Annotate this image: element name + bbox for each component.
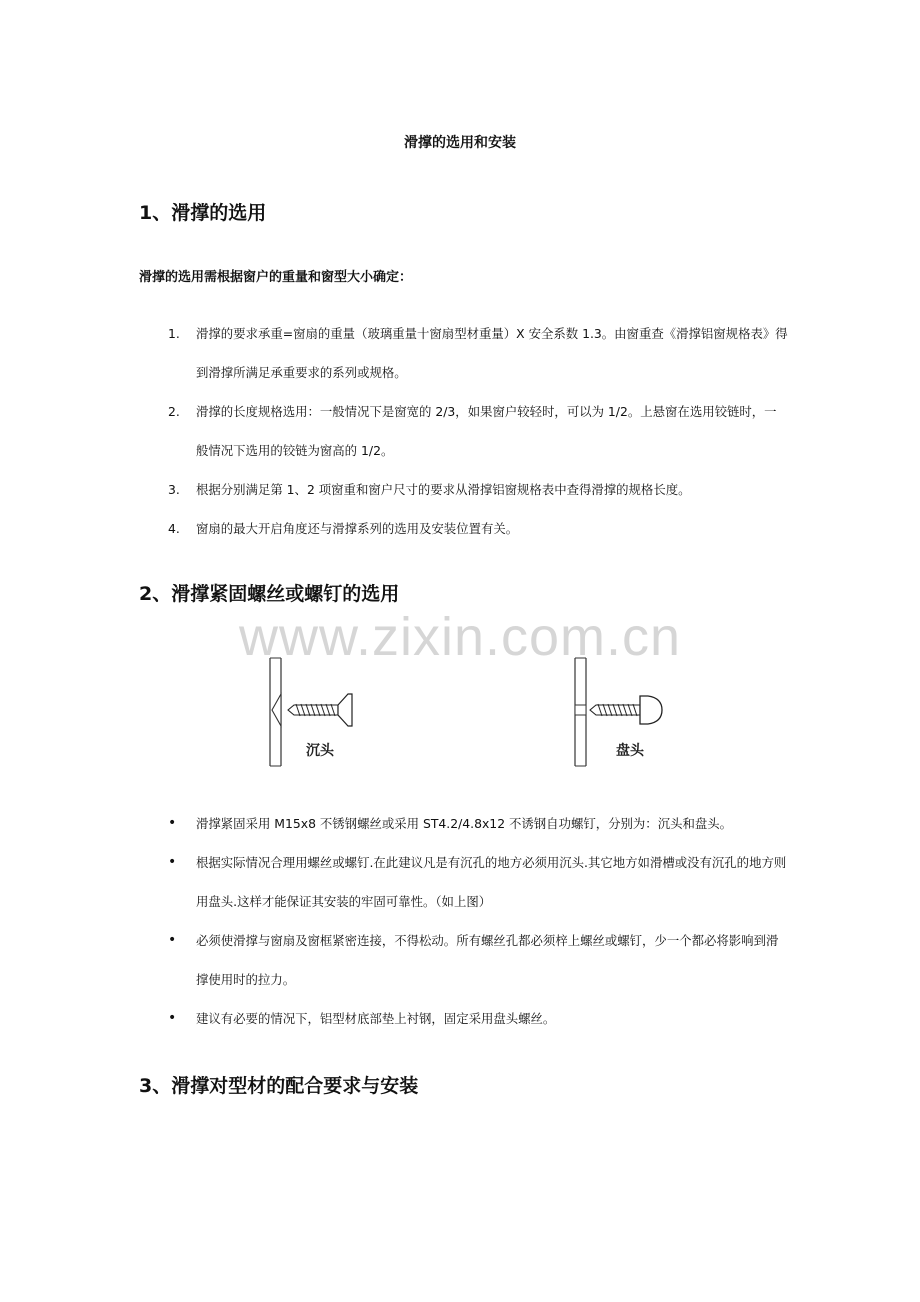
section-1-lead: 滑撑的选用需根据窗户的重量和窗型大小确定： — [139, 270, 413, 285]
list-item — [168, 804, 788, 843]
list-item-text: 滑撑的要求承重=窗扇的重量（玻璃重量十窗扇型材重量）X 安全系数 1.3。由窗重查《滑撑铝窗规格表》得到滑撑所满足承重要求的系列或规格。 — [196, 326, 788, 380]
list-item — [168, 999, 788, 1038]
watermark: www.zixin.com.cn — [238, 607, 682, 667]
list-item-text: 建议有必要的情况下，铝型材底部垫上衬钢，固定采用盘头螺丝。 — [196, 1011, 556, 1026]
bullet-mark: • — [168, 1010, 177, 1026]
pan-head-screw-figure — [566, 654, 676, 770]
list-item — [168, 470, 788, 509]
section-3-heading: 3、滑撑对型材的配合要求与安装 — [139, 1075, 419, 1097]
list-item-number: 4. — [168, 521, 180, 536]
bullet-mark: • — [168, 932, 177, 948]
bullet-list — [168, 804, 788, 1038]
list-item-number: 1. — [168, 326, 180, 341]
list-item — [168, 843, 788, 921]
pan-head-label: 盘头 — [616, 743, 644, 759]
list-item-text: 滑撑紧固采用 M15x8 不锈钢螺丝或采用 ST4.2/4.8x12 不诱钢自功螺钉，分别为：沉头和盘头。 — [196, 816, 733, 831]
list-item-text: 根据实际情况合理用螺丝或螺钉.在此建议凡是有沉孔的地方必须用沉头.其它地方如滑槽或没有沉孔的地方则用盘头.这样才能保证其安装的牢固可靠性。（如上图） — [196, 855, 787, 909]
numbered-list — [168, 314, 788, 548]
bullet-mark: • — [168, 815, 177, 831]
section-2-heading: 2、滑撑紧固螺丝或螺钉的选用 — [139, 583, 400, 605]
list-item-number: 2. — [168, 404, 180, 419]
list-item — [168, 392, 788, 470]
list-item-text: 根据分别满足第 1、2 项窗重和窗户尺寸的要求从滑撑铝窗规格表中查得滑撑的规格长度。 — [196, 482, 691, 497]
list-item-text: 窗扇的最大开启角度还与滑撑系列的选用及安装位置有关。 — [196, 521, 519, 536]
bullet-mark: • — [168, 854, 177, 870]
list-item — [168, 509, 788, 548]
list-item-text: 必须使滑撑与窗扇及窗框紧密连接，不得松动。所有螺丝孔都必须梓上螺丝或螺钉，少一个都必将影响到滑撑使用时的拉力。 — [196, 933, 779, 987]
list-item — [168, 921, 788, 999]
list-item — [168, 314, 788, 392]
list-item-text: 滑撑的长度规格选用：一般情况下是窗宽的 2/3，如果窗户较轻时，可以为 1/2。上悬窗在选用铰链时，一般情况下选用的铰链为窗高的 1/2。 — [196, 404, 777, 458]
countersunk-screw-figure — [262, 654, 372, 770]
document-title: 滑撑的选用和安装 — [404, 135, 516, 151]
countersunk-label: 沉头 — [306, 743, 334, 759]
list-item-number: 3. — [168, 482, 180, 497]
section-1-heading: 1、滑撑的选用 — [139, 202, 267, 224]
